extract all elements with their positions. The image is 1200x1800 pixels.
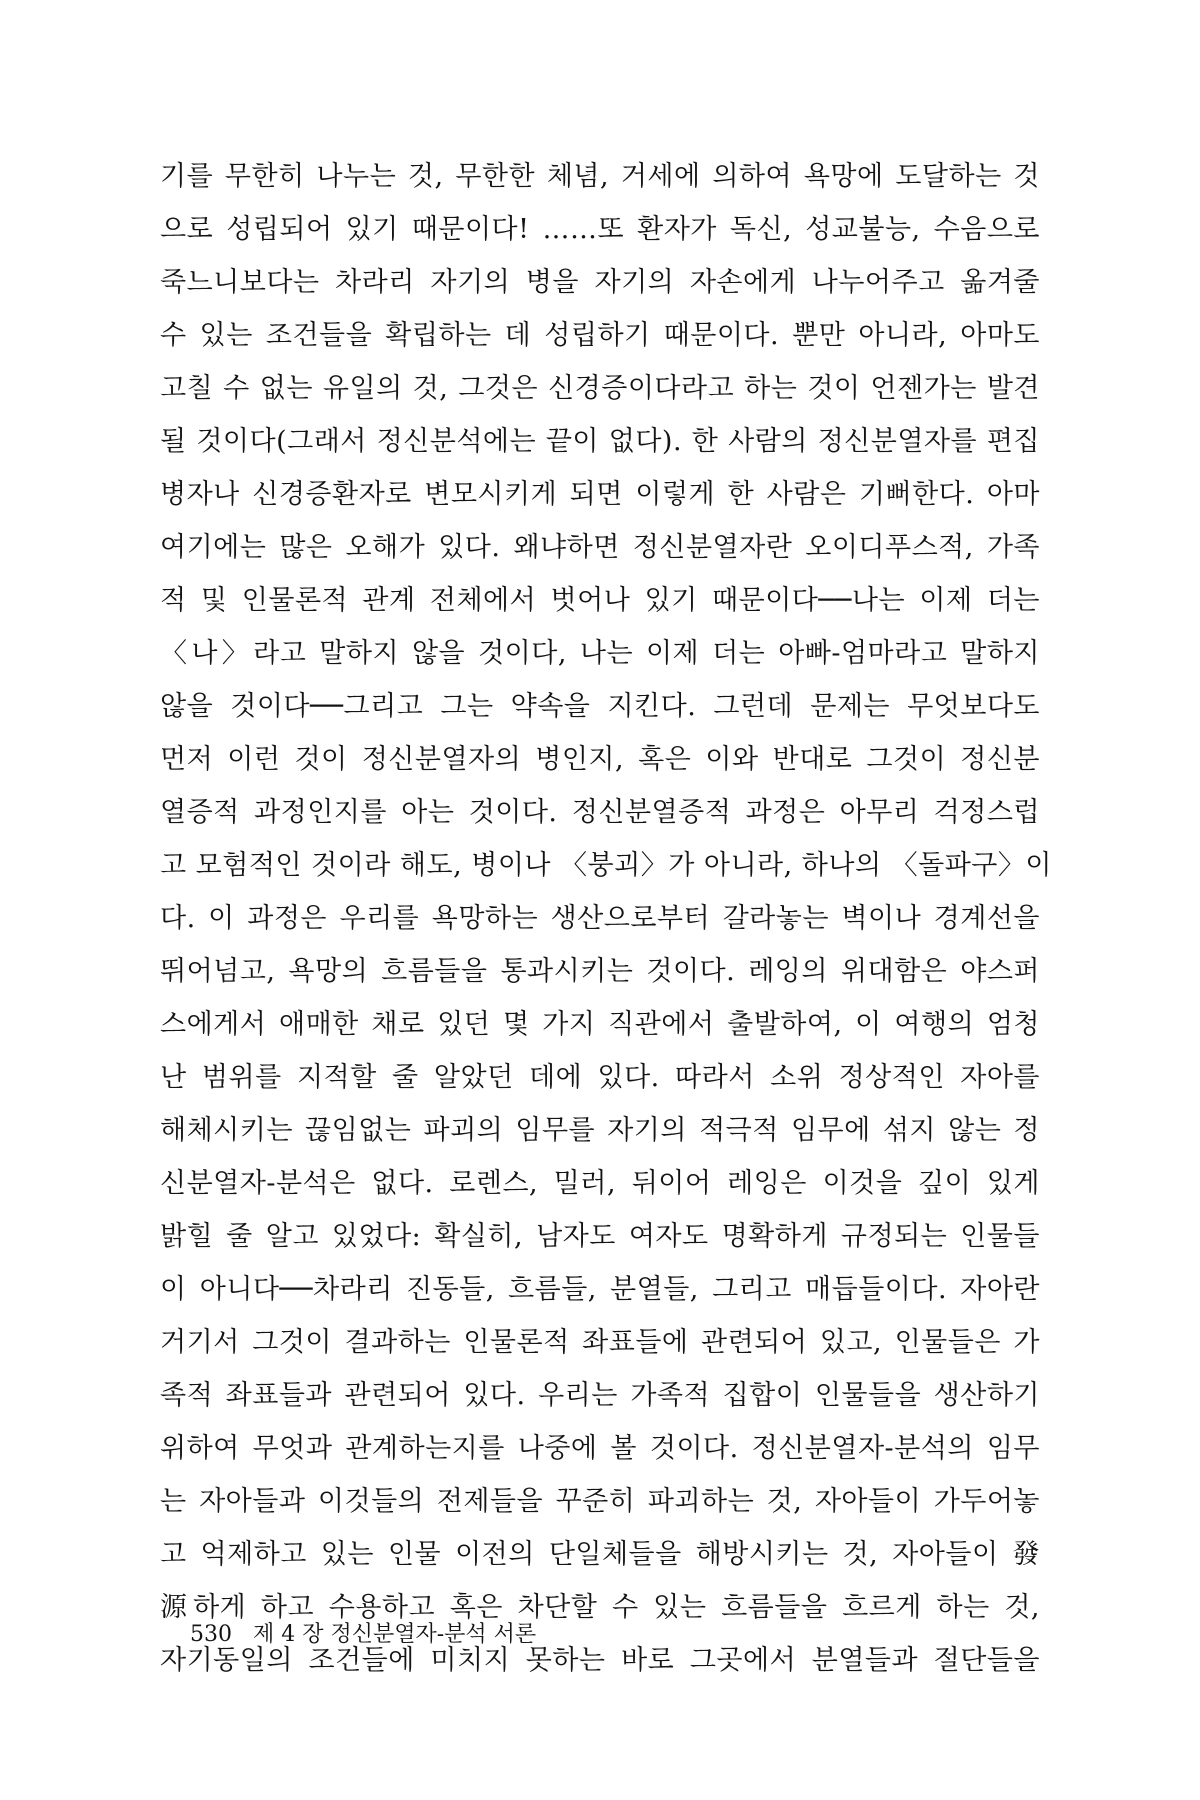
- text-line: 으로 성립되어 있기 때문이다! ……또 환자가 독신, 성교불능, 수음으로: [160, 214, 1040, 245]
- text-line: 스에게서 애매한 채로 있던 몇 가지 직관에서 출발하여, 이 여행의 엄청: [160, 1009, 1040, 1040]
- text-line: 위하여 무엇과 관계하는지를 나중에 볼 것이다. 정신분열자-분석의 임무: [160, 1433, 1040, 1464]
- text-line: 죽느니보다는 차라리 자기의 병을 자기의 자손에게 나누어주고 옮겨줄: [160, 267, 1040, 298]
- text-line: 될 것이다(그래서 정신분석에는 끝이 없다). 한 사람의 정신분열자를 편집: [160, 426, 1040, 457]
- body-text: [160, 150, 1052, 1687]
- text-line: 는 자아들과 이것들의 전제들을 꾸준히 파괴하는 것, 자아들이 가두어놓: [160, 1486, 1040, 1517]
- text-line: 신분열자-분석은 없다. 로렌스, 밀러, 뒤이어 레잉은 이것을 깊이 있게: [160, 1168, 1040, 1199]
- text-line: 족적 좌표들과 관련되어 있다. 우리는 가족적 집합이 인물들을 생산하기: [160, 1380, 1040, 1411]
- text-line: 고 억제하고 있는 인물 이전의 단일체들을 해방시키는 것, 자아들이 發: [160, 1539, 1040, 1570]
- text-line: 열증적 과정인지를 아는 것이다. 정신분열증적 과정은 아무리 걱정스럽: [160, 797, 1040, 828]
- text-line: 〈나〉라고 말하지 않을 것이다, 나는 이제 더는 아빠-엄마라고 말하지: [160, 638, 1040, 669]
- text-line: 밝힐 줄 알고 있었다: 확실히, 남자도 여자도 명확하게 규정되는 인물들: [160, 1221, 1040, 1252]
- text-line: 않을 것이다──그리고 그는 약속을 지킨다. 그런데 문제는 무엇보다도: [160, 691, 1040, 722]
- text-line: 여기에는 많은 오해가 있다. 왜냐하면 정신분열자란 오이디푸스적, 가족: [160, 532, 1040, 563]
- text-line: 병자나 신경증환자로 변모시키게 되면 이렇게 한 사람은 기뻐한다. 아마: [160, 479, 1040, 510]
- page-number: 530: [190, 1622, 232, 1647]
- text-line: 이 아니다──차라리 진동들, 흐름들, 분열들, 그리고 매듭들이다. 자아란: [160, 1274, 1040, 1305]
- text-line: 수 있는 조건들을 확립하는 데 성립하기 때문이다. 뿐만 아니라, 아마도: [160, 320, 1040, 351]
- text-line: 고칠 수 없는 유일의 것, 그것은 신경증이다라고 하는 것이 언젠가는 발견: [160, 373, 1040, 404]
- text-line: 고 모험적인 것이라 해도, 병이나 〈붕괴〉가 아니라, 하나의 〈돌파구〉이: [160, 850, 1052, 881]
- text-line: 거기서 그것이 결과하는 인물론적 좌표들에 관련되어 있고, 인물들은 가: [160, 1327, 1040, 1358]
- text-line: 뛰어넘고, 욕망의 흐름들을 통과시키는 것이다. 레잉의 위대함은 야스퍼: [160, 956, 1040, 987]
- text-line: 적 및 인물론적 관계 전체에서 벗어나 있기 때문이다──나는 이제 더는: [160, 585, 1040, 616]
- running-chapter-title: 제 4 장 정신분열자-분석 서론: [253, 1622, 537, 1647]
- page-footer: [190, 1620, 536, 1650]
- text-line: 해체시키는 끊임없는 파괴의 임무를 자기의 적극적 임무에 섞지 않는 정: [160, 1115, 1040, 1146]
- text-line: 난 범위를 지적할 줄 알았던 데에 있다. 따라서 소위 정상적인 자아를: [160, 1062, 1040, 1093]
- text-line: 자기동일의 조건들에 미치지 못하는 바로 그곳에서 분열들과 절단들을: [160, 1645, 1040, 1676]
- text-line: 源하게 하고 수용하고 혹은 차단할 수 있는 흐름들을 흐르게 하는 것,: [160, 1592, 1040, 1623]
- text-line: 기를 무한히 나누는 것, 무한한 체념, 거세에 의하여 욕망에 도달하는 것: [160, 161, 1040, 192]
- text-line: 먼저 이런 것이 정신분열자의 병인지, 혹은 이와 반대로 그것이 정신분: [160, 744, 1040, 775]
- text-line: 다. 이 과정은 우리를 욕망하는 생산으로부터 갈라놓는 벽이나 경계선을: [160, 903, 1040, 934]
